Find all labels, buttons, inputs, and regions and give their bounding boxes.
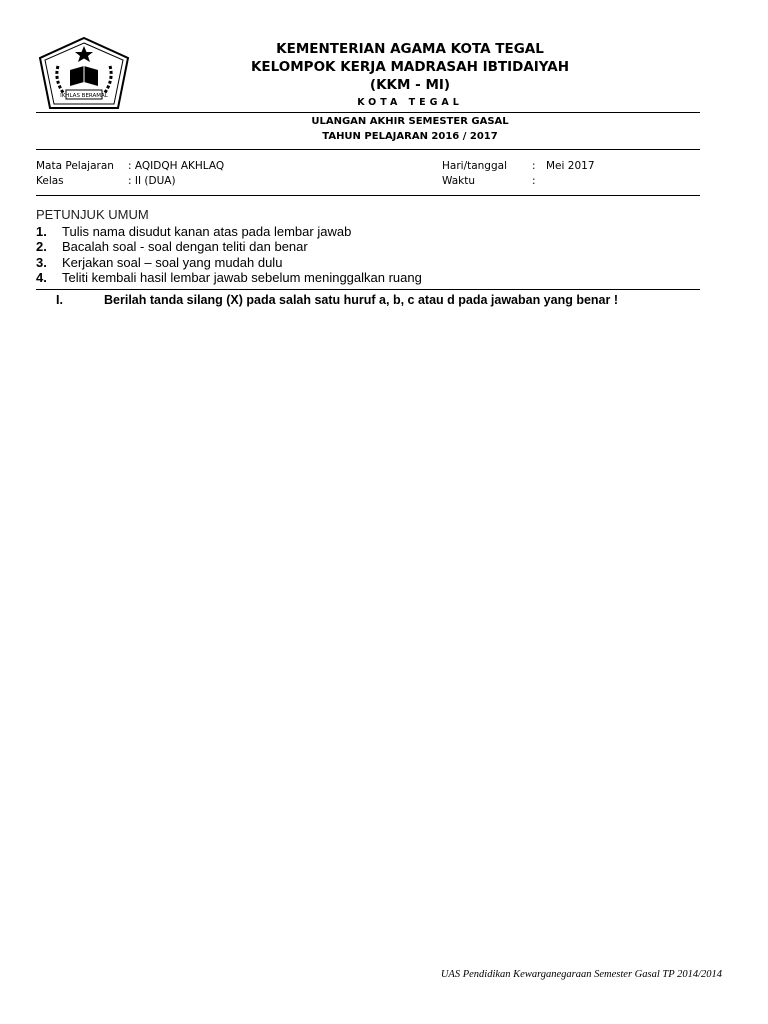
list-item [36,239,422,254]
list-item [36,270,422,285]
instructions-title: PETUNJUK UMUM [36,207,149,222]
section-instruction: Berilah tanda silang (X) pada salah satu huruf a, b, c atau d pada jawaban yang benar ! [104,293,619,307]
list-item [36,255,422,270]
class-value: : II (DUA) [128,175,176,187]
group-title: KELOMPOK KERJA MADRASAH IBTIDAIYAH [250,59,570,75]
item-text: Tulis nama disudut kanan atas pada lembar jawab [62,224,352,239]
item-text: Teliti kembali hasil lembar jawab sebelum meninggalkan ruang [62,269,422,285]
exam-year: TAHUN PELAJARAN 2016 / 2017 [322,131,498,142]
day-label: Hari/tanggal [442,160,507,172]
day-colon: : [532,160,536,172]
exam-divider [36,149,700,150]
city-title: KOTA TEGAL [357,97,463,108]
header-divider [36,112,700,113]
section-number: I. [56,293,63,307]
item-number: 4. [36,269,47,285]
ministry-logo [36,36,132,110]
page-footer: UAS Pendidikan Kewarganegaraan Semester Gasal TP 2014/2014 [440,969,722,980]
item-text: Kerjakan soal – soal yang mudah dulu [62,254,283,270]
instructions-list [36,224,422,285]
exam-title: ULANGAN AKHIR SEMESTER GASAL [311,116,509,127]
subject-value: : AQIDQH AKHLAQ [128,160,225,172]
day-value: Mei 2017 [546,160,595,172]
info-divider [36,195,700,196]
logo-motto: IKHLAS BERAMAL [60,93,108,99]
class-label: Kelas [36,175,64,187]
ministry-title: KEMENTERIAN AGAMA KOTA TEGAL [276,41,544,57]
item-number: 3. [36,254,47,270]
time-label: Waktu [442,175,475,187]
item-text: Bacalah soal - soal dengan teliti dan benar [62,239,308,255]
group-abbr: (KKM - MI) [369,77,451,93]
item-number: 1. [36,224,47,239]
list-item [36,224,422,239]
subject-label: Mata Pelajaran [36,160,114,172]
instructions-divider [36,289,700,290]
time-colon: : [532,175,536,187]
item-number: 2. [36,239,47,255]
